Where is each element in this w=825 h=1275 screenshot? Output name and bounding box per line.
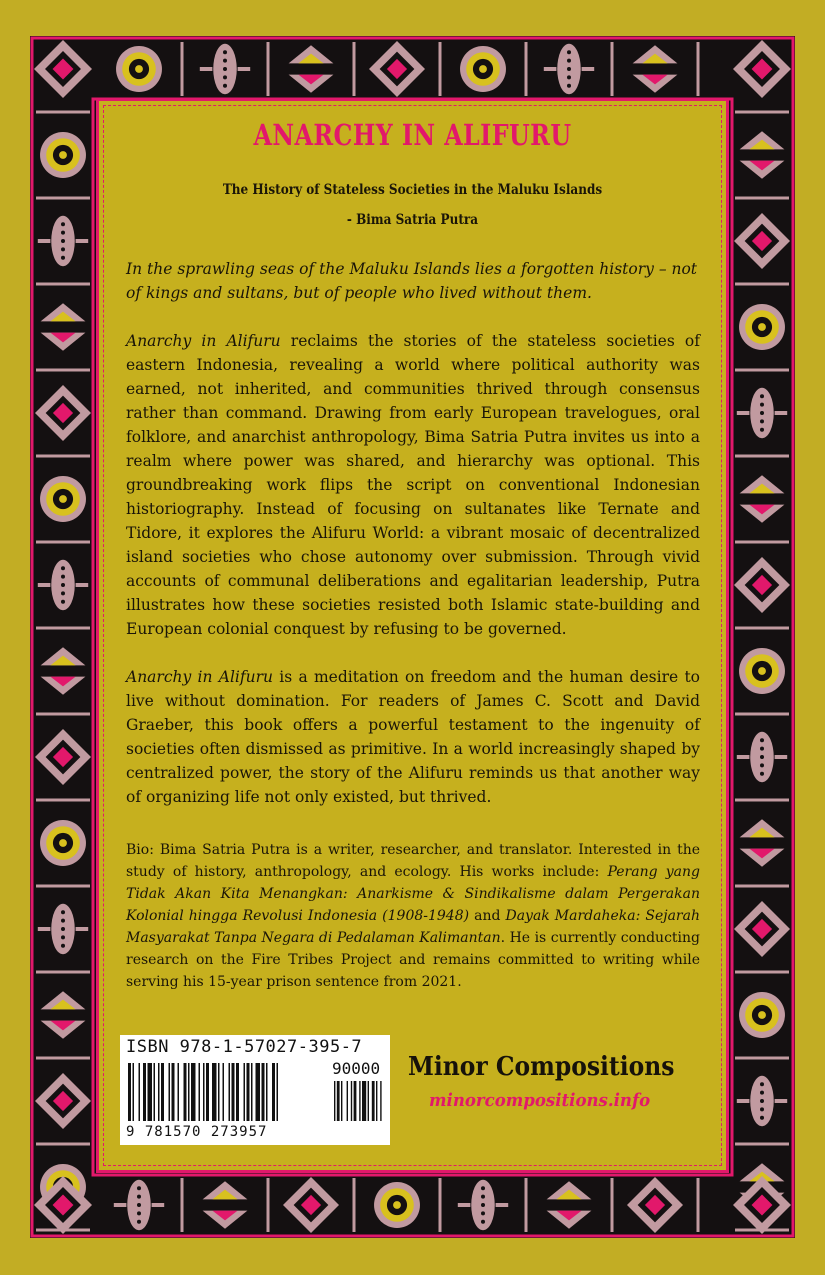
blurb-paragraph-2-text: reclaims the stories of the stateless societies of eastern Indonesia, revealing a world where political authority was earned, not inherited, and communities thrived through consensus rather than command. Drawing from early European travelogues, oral folklore, and anarchist anthropology, Bima Satria Putra invites us into a realm where power was shared, and hierarchy was optional. This groundbreaking work flips the script on conventional Indonesian historiography. Instead of focusing on sultanates like Ternate and Tidore, it explores the Alifuru World: a vibrant mosaic of decentralized island societies who chose autonomy over submission. Through vivid accounts of communal deliberations and egalitarian leadership, Putra illustrates how these societies resisted both Islamic state-building and European colonial conquest by refusing to be governed. — [126, 332, 700, 638]
bio-intro: Bio: Bima Satria Putra is a writer, researcher, and translator. Interested in the study of history, anthropology, and ecology. His works include: — [126, 842, 700, 880]
book-subtitle: The History of Stateless Societies in the Maluku Islands — [222, 182, 603, 198]
author-line: - Bima Satria Putra — [346, 212, 479, 228]
price-addon: 90000 — [332, 1059, 381, 1078]
blurb-paragraph-3 — [126, 665, 700, 809]
bio-and: and — [469, 908, 506, 924]
book-title: ANARCHY IN ALIFURU — [253, 118, 572, 152]
isbn-barcode — [120, 1035, 390, 1145]
book-title-italic: Anarchy in Alifuru — [126, 332, 281, 350]
blurb-lead-paragraph: In the sprawling seas of the Maluku Islands lies a forgotten history – not of kings and sultans, but of people who lived without them. — [126, 260, 698, 302]
bio-work-2: Dayak Mardaheka: Sejarah Masyarakat Tanpa Negara di Pedalaman Kalimantan — [126, 908, 700, 946]
isbn-label: ISBN 978-1-57027-395-7 — [126, 1037, 363, 1057]
bio-outro: . He is currently conducting research on the Fire Tribes Project and remains committed to writing while serving his 15-year prison sentence from 2021. — [126, 930, 700, 990]
ean-digits: 9 781570 273957 — [126, 1124, 268, 1140]
blurb-paragraph-2 — [126, 329, 700, 641]
publisher-url: minorcompositions.info — [429, 1090, 651, 1111]
book-title-italic: Anarchy in Alifuru — [126, 668, 273, 686]
author-bio — [126, 839, 700, 993]
publisher-name: Minor Compositions — [408, 1052, 675, 1082]
blurb-paragraph-3-text: is a meditation on freedom and the human desire to live without domination. For readers of James C. Scott and David Graeber, this book offers a powerful testament to the ingenuity of societies often dismissed as primitive. In a world increasingly shaped by centralized power, the story of the Alifuru reminds us that another way of organizing life not only existed, but thrived. — [126, 668, 701, 806]
bio-work-1: Perang yang Tidak Akan Kita Menangkan: Anarkisme & Sindikalisme dalam Pergerakan Kolonial hingga Revolusi Indonesia (1908-1948) — [126, 864, 700, 924]
